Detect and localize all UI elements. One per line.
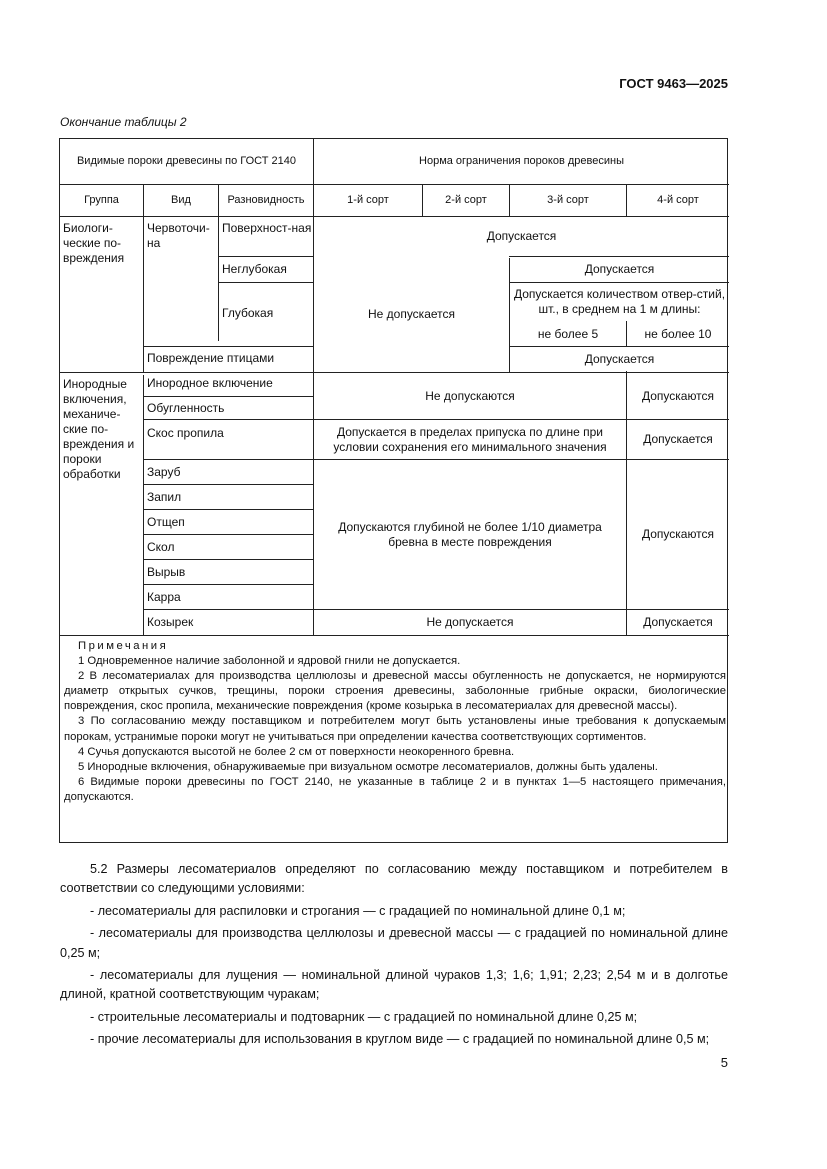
kind-karra: Карра [147, 590, 181, 604]
bullet-1: - лесоматериалы для распиловки и строгания — с градацией по номинальной длине 0,1 м; [90, 903, 626, 918]
section-5-2 [60, 860, 728, 1053]
header-visible-defects: Видимые пороки древесины по ГОСТ 2140 [76, 155, 297, 167]
page-number: 5 [720, 1055, 728, 1070]
cell-surface-allowed: Допускается [486, 229, 557, 243]
kind-zapil: Запил [147, 490, 182, 504]
kind-wormhole: Червоточи-на [147, 221, 210, 250]
kind-otshep: Отщеп [147, 515, 185, 529]
cell-skew-text: Допускается в пределах припуска по длине при условии сохранения его минимального значения [333, 424, 607, 454]
col-variety: Разновидность [227, 194, 305, 206]
note-1: 1 Одновременное наличие заболонной и ядровой гнили не допускается. [78, 655, 461, 668]
note-3: 3 По согласованию между поставщиком и потребителем могут быть установлены иные требования к допускаемым порокам, устранимые пороки могут не учитываться при определении качества соответствующих сортиментов. [64, 715, 726, 743]
bullet-4: - строительные лесоматериалы и подтоварник — с градацией по номинальной длине 0,25 м; [90, 1009, 638, 1024]
cell-skew-allowed: Допускается [643, 432, 713, 446]
standard-header: ГОСТ 9463—2025 [619, 76, 728, 91]
cell-inclusions-allowed: Допускаются [641, 388, 715, 403]
bullet-3: - лесоматериалы для лущения — номинальной длиной чураков 1,3; 1,6; 1,91; 2,23; 2,54 м и в долготье длиной, кратной соответствующим чуракам; [60, 968, 728, 1002]
cell-not-allowed-grades12: Не допускается [367, 307, 456, 321]
variety-deep: Глубокая [222, 306, 274, 320]
paragraph-5-2: 5.2 Размеры лесоматериалов определяют по согласованию между поставщиком и потребителем в соответствии со следующими условиями: [60, 862, 728, 896]
kind-zarub: Заруб [147, 465, 181, 479]
cell-kozyrek-not-allowed: Не допускается [426, 615, 514, 629]
kind-skol: Скол [147, 540, 175, 554]
variety-surface: Поверхност-ная [222, 221, 312, 235]
col-grade-1: 1-й сорт [347, 194, 389, 206]
col-group: Группа [84, 194, 119, 206]
cell-depth-text: Допускаются глубиной не более 1/10 диаметра бревна в месте повреждения [338, 519, 602, 549]
kind-saw-skew: Скос пропила [147, 426, 224, 440]
note-4: 4 Сучья допускаются высотой не более 2 см от поверхности неокоренного бревна. [78, 745, 515, 758]
kind-charring: Обугленность [147, 401, 225, 415]
group-inclusions: Инородные включения, механиче-ские по-вреждения и пороки обработки [63, 377, 135, 481]
table-caption: Окончание таблицы 2 [60, 115, 187, 129]
table-notes [64, 639, 726, 805]
kind-vyryv: Вырыв [147, 565, 186, 579]
cell-holes-grade4: не более 10 [644, 326, 712, 341]
kind-kozyrek: Козырек [147, 615, 194, 629]
cell-holes-grade3: не более 5 [537, 326, 599, 341]
col-grade-2: 2-й сорт [445, 194, 487, 206]
bullet-2: - лесоматериалы для производства целлюлозы и древесной массы — с градацией по номинальной длине 0,25 м; [60, 926, 728, 960]
cell-kozyrek-allowed: Допускается [643, 615, 713, 629]
kind-bird-damage: Повреждение птицами [147, 351, 275, 365]
group-biological: Биологи-ческие по-вреждения [63, 221, 125, 265]
col-grade-4: 4-й сорт [657, 194, 699, 206]
cell-depth-allowed: Допускаются [641, 527, 715, 541]
bullet-5: - прочие лесоматериалы для использования в круглом виде — с градацией по номинальной длине 0,5 м; [90, 1032, 710, 1047]
header-norms: Норма ограничения пороков древесины [419, 155, 624, 167]
note-2: 2 В лесоматериалах для производства целлюлозы и древесной массы обугленность не допускается, не нормируются диаметр открытых сучков, трещины, пороки строения древесины, заболонные грибные окраски, биологические повреждения, скос пропила, механические повреждения (кроме козырька в лесоматериалах для древесной массы). [64, 670, 726, 713]
variety-shallow: Неглубокая [222, 262, 287, 276]
cell-inclusions-not-allowed: Не допускаются [425, 388, 515, 403]
cell-bird-allowed: Допускается [584, 352, 655, 366]
note-5: 5 Инородные включения, обнаруживаемые при визуальном осмотре лесоматериалов, должны быть удалены. [78, 760, 658, 773]
notes-title: Примечания [78, 640, 169, 652]
col-grade-3: 3-й сорт [547, 194, 589, 206]
col-kind: Вид [171, 194, 191, 206]
note-6: 6 Видимые пороки древесины по ГОСТ 2140, не указанные в таблице 2 и в пунктах 1—5 настоящего примечания, допускаются. [64, 775, 726, 803]
defects-table [59, 138, 728, 843]
cell-holes-text: Допускается количеством отвер-стий, шт., в среднем на 1 м длины: [513, 287, 726, 316]
kind-foreign-inclusion: Инородное включение [147, 376, 273, 390]
cell-shallow-allowed: Допускается [584, 262, 655, 276]
